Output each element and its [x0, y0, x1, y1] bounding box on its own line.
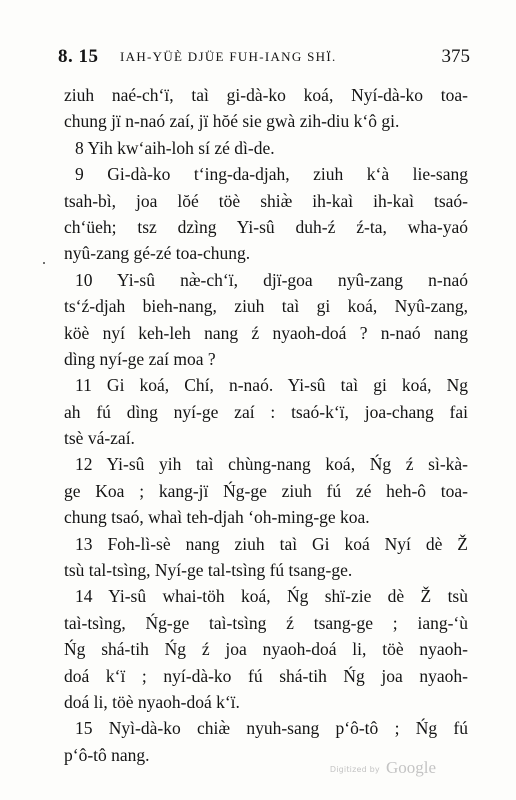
text-line: 15 Nyì-dà-ko chiæ̀ nyuh-sang p‘ô-tô ; Ńg fú — [75, 718, 468, 739]
text-line: 14 Yi-sû whai-töh koá, Ńg shï-zie dè Ž tsù — [75, 586, 468, 607]
text-line: nyû-zang gé-zé toa-chung. — [64, 243, 251, 264]
digitized-watermark — [330, 758, 436, 778]
text-line: tsù tal-tsìng, Nyí-ge tal-tsìng fú tsang-ge. — [64, 560, 353, 581]
text-line: 13 Foh-lì-sè nang ziuh taì Gi koá Nyí dè Ž — [75, 533, 468, 554]
text-line: tsè vá-zaí. — [64, 428, 135, 449]
text-line: 8 Yih kw‘aih-loh sí zé dì-de. — [75, 137, 275, 158]
text-line: taì-tsìng, Ńg-ge taì-tsìng ź tsang-ge ; iang-‘ù — [64, 612, 468, 633]
text-line: ge Koa ; kang-jï Ńg-ge ziuh fú zé heh-ô toa- — [64, 480, 468, 501]
body-text — [64, 82, 468, 768]
text-line: 9 Gi-dà-ko t‘ing-da-djah, ziuh k‘à lie-sang — [75, 164, 468, 185]
text-line: 12 Yi-sû yih taì chùng-nang koá, Ńg ź sì-kà- — [75, 454, 468, 475]
watermark-brand: Google — [385, 758, 436, 777]
text-line: ah fú dìng nyí-ge zaí : tsaó-k‘ï, joa-chang fai — [64, 401, 468, 422]
text-line: dìng nyí-ge zaí moa ? — [64, 348, 216, 369]
watermark-prefix: Digitized by — [329, 765, 380, 774]
text-line: chung tsaó, whaì teh-djah ‘oh-ming-ge koa. — [64, 507, 370, 528]
text-line: tsah-bì, joa lŏé töè shiæ̀ ih-kaì ih-kaì tsaó- — [64, 190, 468, 211]
text-line: p‘ô-tô nang. — [64, 744, 150, 765]
page-number: 375 — [441, 46, 470, 67]
text-line: doá k‘ï ; nyí-dà-ko fú shá-tih Ńg joa nyaoh- — [64, 665, 468, 686]
text-line: ts‘ź-djah bieh-nang, ziuh taì gi koá, Nyû-zang, — [64, 296, 468, 317]
stray-ink-dot — [43, 262, 45, 264]
text-line: ziuh naé-ch‘ï, taì gi-dà-ko koá, Nyí-dà-ko toa- — [64, 85, 468, 105]
running-title: IAH-YÜÈ DJÜE FUH-IANG SHÏ. — [120, 49, 337, 64]
text-line: chung jï n-naó zaí, jï hŏé sie gwà zih-diu k‘ô gi. — [64, 111, 400, 132]
text-line: ch‘üeh; tsz dzìng Yi-sû duh-ź ź-ta, wha-yaó — [64, 216, 468, 237]
text-line: 11 Gi koá, Chí, n-naó. Yi-sû taì gi koá, Ng — [75, 375, 468, 396]
text-line: Ńg shá-tih Ńg ź joa nyaoh-doá li, töè nyaoh- — [64, 639, 468, 660]
text-line: doá li, töè nyaoh-doá k‘ï. — [64, 691, 240, 712]
text-line: köè nyí keh-leh nang ź nyaoh-doá ? n-naó nang — [64, 322, 468, 343]
text-line: 10 Yi-sû næ̀-ch‘ï, djï-goa nyû-zang n-naó — [75, 269, 468, 290]
section-number: 8. 15 — [58, 46, 99, 67]
running-head — [58, 46, 470, 70]
